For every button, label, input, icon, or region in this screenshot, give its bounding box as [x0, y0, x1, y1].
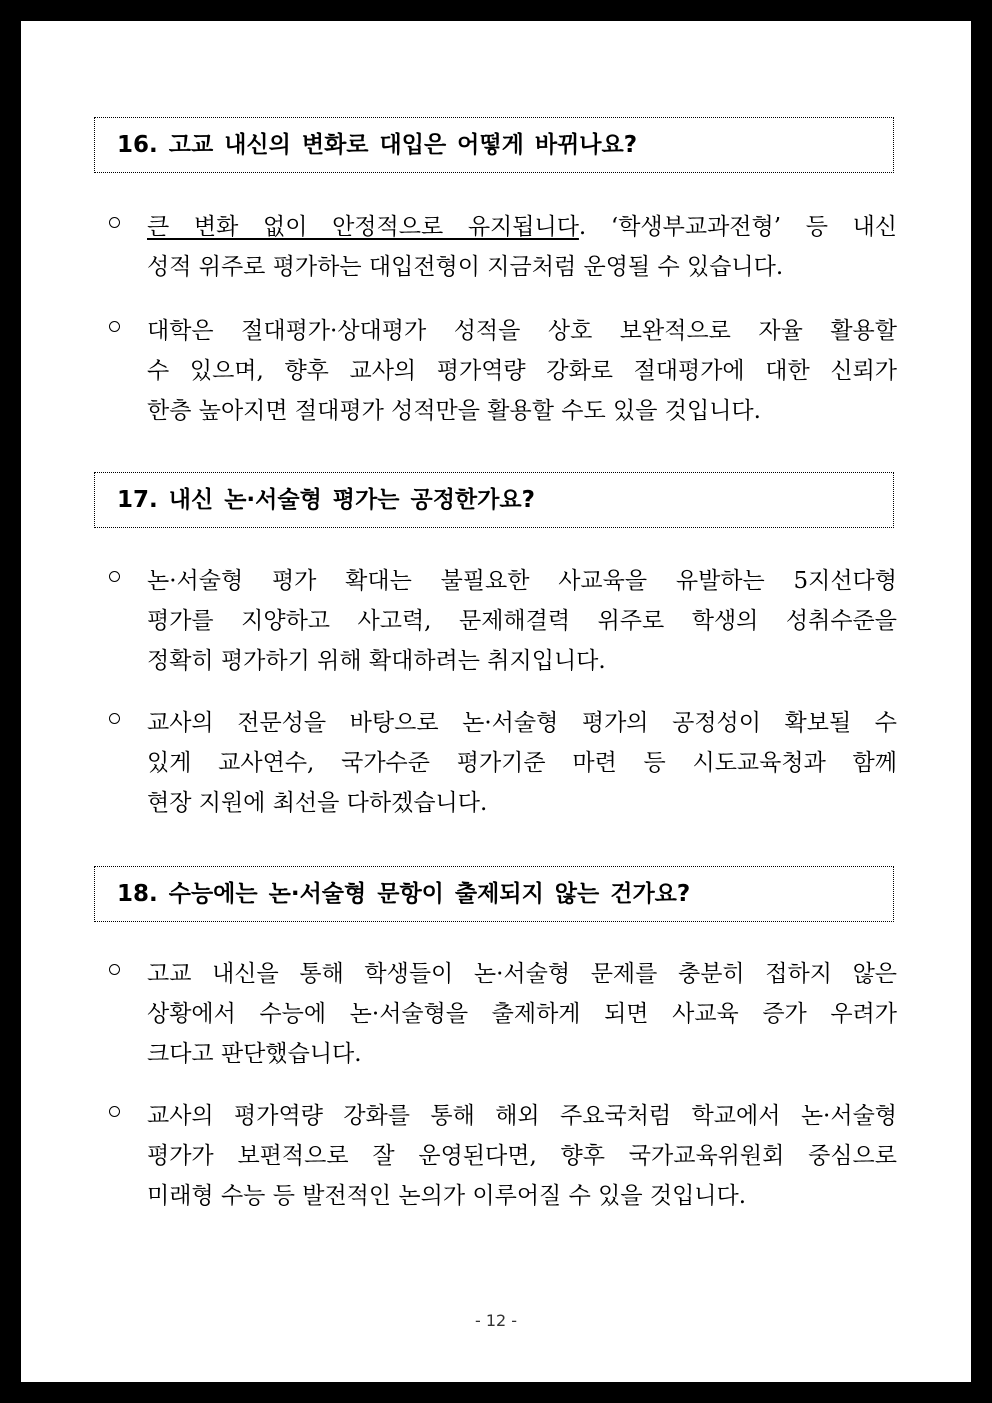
answer-line: 상황에서 수능에 논·서술형을 출제하게 되면 사교육 증가 우려가	[147, 1001, 897, 1027]
answer-line: 정확히 평가하기 위해 확대하려는 취지입니다.	[147, 648, 606, 674]
answer-line: 한층 높아지면 절대평가 성적만을 활용할 수도 있을 것입니다.	[147, 398, 761, 424]
page-number: - 12 -	[474, 1311, 518, 1330]
question-box-17	[94, 472, 894, 528]
question-title-16: 16. 고교 내신의 변화로 대입은 어떻게 바뀌나요?	[117, 132, 638, 158]
answer-line-rest: . ‘학생부교과전형’ 등 내신	[578, 214, 897, 240]
answer-line: 대학은 절대평가·상대평가 성적을 상호 보완적으로 자율 활용할	[147, 318, 897, 344]
question-box-16	[94, 117, 894, 173]
question-box-18	[94, 866, 894, 922]
answer-line: 크다고 판단했습니다.	[147, 1041, 362, 1067]
answer-line: 수 있으며, 향후 교사의 평가역량 강화로 절대평가에 대한 신뢰가	[147, 358, 897, 384]
bullet-circle-icon	[109, 217, 120, 228]
bullet-circle-icon	[109, 571, 120, 582]
underlined-text: 큰 변화 없이 안정적으로 유지됩니다	[147, 214, 579, 240]
answer-line: 평가가 보편적으로 잘 운영된다면, 향후 국가교육위원회 중심으로	[147, 1143, 897, 1169]
answer-line: 교사의 평가역량 강화를 통해 해외 주요국처럼 학교에서 논·서술형	[147, 1103, 897, 1129]
answer-line	[147, 207, 897, 247]
answer-line: 현장 지원에 최선을 다하겠습니다.	[147, 790, 488, 816]
bullet-circle-icon	[109, 1106, 120, 1117]
answer-line: 논·서술형 평가 확대는 불필요한 사교육을 유발하는 5지선다형	[147, 568, 897, 594]
answer-line: 미래형 수능 등 발전적인 논의가 이루어질 수 있을 것입니다.	[147, 1183, 747, 1209]
bullet-circle-icon	[109, 964, 120, 975]
answer-line: 성적 위주로 평가하는 대입전형이 지금처럼 운영될 수 있습니다.	[147, 254, 784, 280]
bullet-circle-icon	[109, 321, 120, 332]
answer-line: 평가를 지양하고 사고력, 문제해결력 위주로 학생의 성취수준을	[147, 608, 897, 634]
answer-line: 고교 내신을 통해 학생들이 논·서술형 문제를 충분히 접하지 않은	[147, 961, 897, 987]
answer-line: 있게 교사연수, 국가수준 평가기준 마련 등 시도교육청과 함께	[147, 750, 897, 776]
answer-line: 교사의 전문성을 바탕으로 논·서술형 평가의 공정성이 확보될 수	[147, 710, 897, 736]
question-title-18: 18. 수능에는 논·서술형 문항이 출제되지 않는 건가요?	[117, 881, 691, 907]
bullet-circle-icon	[109, 713, 120, 724]
document-page	[21, 21, 971, 1382]
question-title-17: 17. 내신 논·서술형 평가는 공정한가요?	[117, 487, 535, 513]
